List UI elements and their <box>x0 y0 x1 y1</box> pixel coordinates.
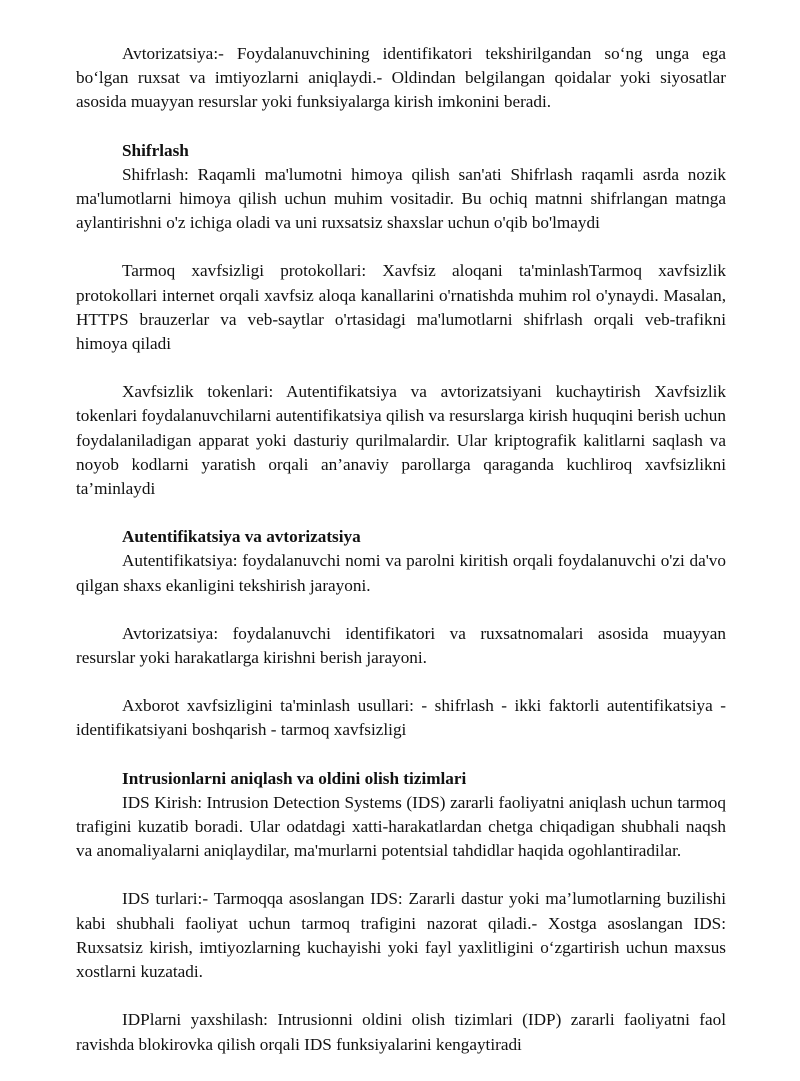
paragraph-idp: IDPlarni yaxshilash: Intrusionni oldini olish tizimlari (IDP) zararli faoliyatni faol ravishda blokirovka qilish orqali IDS funksiyalarini kengaytiradi <box>76 1010 726 1054</box>
heading-shifrlash: Shifrlash <box>122 140 189 160</box>
paragraph-usullar: Axborot xavfsizligini ta'minlash usullari: - shifrlash - ikki faktorli autentifikatsiya - identifikatsiyani boshqarish - tarmoq xavfsizligi <box>76 696 726 740</box>
paragraph-tarmoq-protokollari: Tarmoq xavfsizligi protokollari: Xavfsiz aloqani ta'minlashTarmoq xavfsizlik protokollari internet orqali xavfsiz aloqa kanallarini o'rnatishda muhim rol o'ynaydi. Masalan, HTTPS brauzerlar va veb-saytlar o'rtasidagi ma'lumotlarni shifrlash orqali veb-trafikni himoya qiladi <box>76 261 726 354</box>
heading-autentifikatsiya: Autentifikatsiya va avtorizatsiya <box>122 527 361 547</box>
heading-ids: Intrusionlarni aniqlash va oldini olish tizimlari <box>122 768 467 788</box>
paragraph-avtorizatsiya: Avtorizatsiya: foydalanuvchi identifikatori va ruxsatnomalari asosida muayyan resurslar yoki harakatlarga kirishni berish jarayoni. <box>76 623 726 668</box>
paragraph-ids-kirish: IDS Kirish: Intrusion Detection Systems (IDS) zararli faoliyatni aniqlash uchun tarmoq trafigini kuzatib boradi. Ular odatdagi xatti-harakatlardan chetga chiqadigan shubhali naqsh va anomaliyalarni aniqlaydilar, ma'murlarni potentsial tahdidlar haqida ogohlantiradilar. <box>76 792 726 861</box>
paragraph-autentifikatsiya: Autentifikatsiya: foydalanuvchi nomi va parolni kiritish orqali foydalanuvchi o'zi da'vo qilgan shaxs ekanligini tekshirish jarayoni. <box>76 551 726 595</box>
paragraph-shifrlash: Shifrlash: Raqamli ma'lumotni himoya qilish san'ati Shifrlash raqamli asrda nozik ma'lumotlarni himoya qilish uchun muhim vositadir. Bu ochiq matnni shifrlangan matnga aylantirishni o'z ichiga oladi va uni ruxsatsiz shaxslar uchun o'qib bo'lmaydi <box>76 164 726 233</box>
paragraph-ids-turlari: IDS turlari:- Tarmoqqa asoslangan IDS: Zararli dastur yoki ma’lumotlarning buzilishi kabi shubhali faoliyat uchun tarmoq trafigini nazorat qiladi.- Xostga asoslangan IDS: Ruxsatsiz kirish, imtiyozlarning kuchayishi yoki fayl yaxlitligini o‘zgartirish uchun maxsus xostlarni kuzatadi. <box>76 889 726 982</box>
paragraph-xavfsizlik-tokenlari: Xavfsizlik tokenlari: Autentifikatsiya va avtorizatsiyani kuchaytirish Xavfsizlik tokenlari foydalanuvchilarni autentifikatsiya qilish va resurslarga kirish huquqini berish uchun foydalaniladigan apparat yoki dasturiy qurilmalardir. Ular kriptografik kalitlarni saqlash va noyob kodlarni yaratish orqali an’anaviy parollarga qaraganda kuchliroq xavfsizlikni ta’minlaydi <box>76 382 726 499</box>
paragraph-avtorizatsiya-intro: Avtorizatsiya:- Foydalanuvchining identifikatori tekshirilgandan so‘ng unga ega bo‘lgan ruxsat va imtiyozlarni aniqlaydi.- Oldindan belgilangan qoidalar yoki siyosatlar asosida muayyan resurslar yoki funksiyalarga kirish imkonini beradi. <box>76 44 726 112</box>
document-page <box>76 42 726 1081</box>
